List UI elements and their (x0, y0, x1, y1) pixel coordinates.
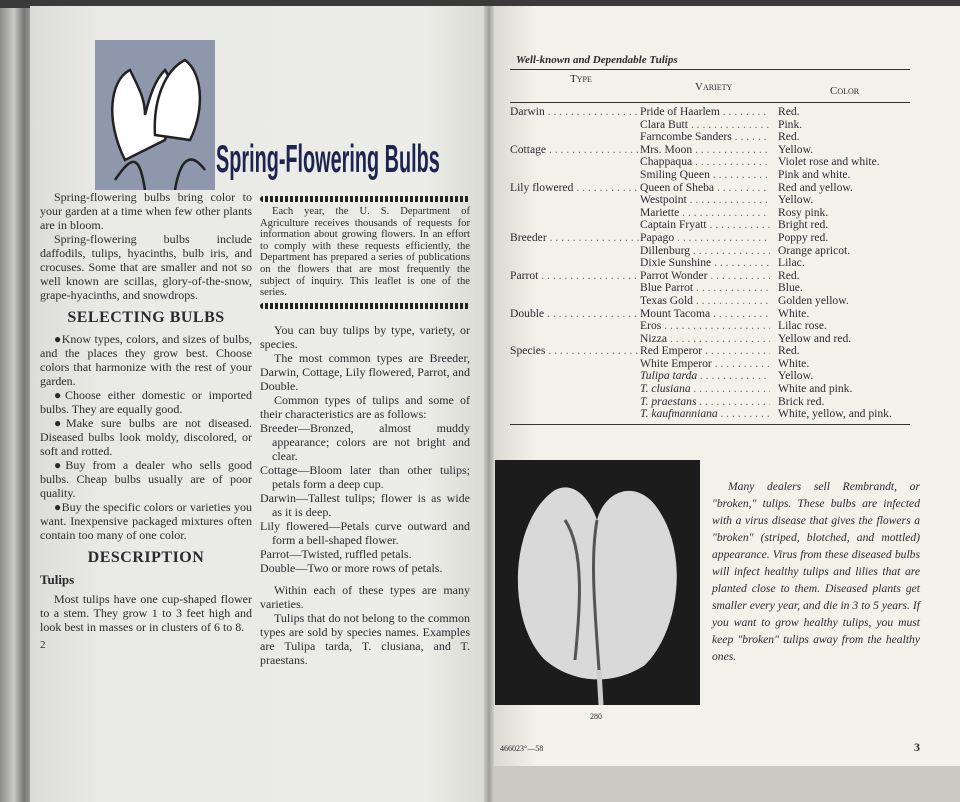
type-cell (510, 194, 640, 207)
type-cell: Cottage . . . (510, 144, 640, 157)
list-item: ●Buy the specific colors or varieties you want. Inexpensive packaged mixtures often contain too many of one color. (40, 500, 252, 542)
list-item: ●Buy from a dealer who sells good bulbs. Cheap bulbs usually are of poor quality. (40, 458, 252, 500)
table-row (510, 207, 910, 220)
variety-cell: Red Emperor . . . (640, 345, 770, 358)
gutter (484, 6, 494, 802)
variety-cell: Dillenburg . . . (640, 245, 770, 258)
type-cell (510, 219, 640, 232)
variety-cell: Farncombe Sanders . . . (640, 131, 770, 144)
tulips-heading: Tulips (40, 572, 75, 587)
color-cell: White. (778, 357, 810, 370)
tulips-paragraph: Most tulips have one cup-shaped flower to a stem. They grow 1 to 3 feet high and look best in masses or in clusters of 6 to 8. (40, 592, 252, 634)
header-type: Type (570, 73, 592, 85)
variety-cell: Westpoint . . . (640, 194, 770, 207)
paragraph: You can buy tulips by type, variety, or species. (260, 322, 470, 351)
table-row (510, 345, 910, 358)
color-cell: Poppy red. (778, 231, 829, 244)
intro-paragraph: Spring-flowering bulbs bring color to your garden at a time when few other plants are in bloom. (40, 190, 252, 232)
selecting-heading: SELECTING BULBS (67, 309, 225, 326)
table-row (510, 383, 910, 396)
variety-cell: Mrs. Moon . . . (640, 144, 770, 157)
left-column (40, 190, 252, 652)
table-row (510, 131, 910, 144)
broken-paragraph: Many dealers sell Rembrandt, or "broken," tulips. These bulbs are infected with a virus disease that gives the flowers a "broken" (striped, blotched, and mottled) appearance. Virus from these diseased bulbs will infect healthy tulips and lilies that are planted close to them. Diseased plants get smaller every year, and die in 3 to 5 years. If you want to grow healthy tulips, you must keep "broken" tulips away from the healthy ones. (712, 480, 920, 663)
table-row (510, 358, 910, 371)
table-row (510, 106, 910, 119)
color-cell: Red. (778, 131, 800, 144)
variety-cell: T. kaufmanniana . . . (640, 408, 770, 421)
type-cell (510, 383, 640, 396)
type-cell (510, 257, 640, 270)
variety-cell: Mariette . . . (640, 207, 770, 220)
paragraph: Tulips that do not belong to the common types are sold by species names. Examples are Tulipa tarda, T. clusiana, and T. praestans. (260, 610, 470, 667)
color-cell: Red and yellow. (778, 181, 853, 194)
notice-box (260, 196, 470, 309)
broken-tulip-photo (495, 460, 700, 705)
type-cell (510, 119, 640, 132)
variety-cell: Clara Butt . . . (640, 119, 770, 132)
type-item: Darwin—Tallest tulips; flower is as wide as it is deep. (260, 490, 470, 519)
table-surface (490, 766, 960, 802)
table-row (510, 119, 910, 132)
wave-divider (260, 303, 470, 309)
wave-divider (260, 196, 470, 202)
table-row (510, 333, 910, 346)
notice-text: Each year, the U. S. Department of Agriculture receives thousands of requests for information about growing flowers. In an effort to comply with these requests efficiently, the Department has prepared a series of publications on the flowers that are most frequently the subject of inquiry. This leaflet is one of the series. (260, 206, 470, 299)
variety-cell: Mount Tacoma . . . (640, 308, 770, 321)
color-cell: Bright red. (778, 219, 829, 232)
variety-cell: Papago . . . (640, 232, 770, 245)
print-code: 466023°—58 (500, 744, 544, 753)
table-row (510, 282, 910, 295)
variety-cell: Eros . . . (640, 320, 770, 333)
page-title: Spring-Flowering Bulbs (216, 136, 440, 181)
type-cell (510, 131, 640, 144)
photo-caption: 280 (590, 712, 602, 721)
description-heading: DESCRIPTION (87, 549, 205, 566)
color-cell: Red. (778, 345, 800, 358)
color-cell: Golden yellow. (778, 294, 849, 307)
type-cell (510, 408, 640, 421)
color-cell: Violet rose and white. (778, 156, 880, 169)
binder-frame (0, 0, 34, 802)
table-row (510, 169, 910, 182)
list-item: ●Know types, colors, and sizes of bulbs, and the places they grow best. Choose colors that harmonize with the rest of your garden. (40, 332, 252, 388)
table-row (510, 194, 910, 207)
color-cell: Pink and white. (778, 168, 851, 181)
list-item: ●Choose either domestic or imported bulbs. They are equally good. (40, 388, 252, 416)
variety-cell: Blue Parrot . . . (640, 282, 770, 295)
page-number-right: 3 (914, 740, 920, 754)
type-cell (510, 156, 640, 169)
type-cell: Double . . . (510, 308, 640, 321)
tulip-table (510, 54, 910, 428)
page-number-left: 2 (40, 639, 46, 651)
broken-tulips-text (712, 478, 920, 665)
type-cell (510, 333, 640, 346)
paragraph: Within each of these types are many varieties. (260, 582, 470, 611)
color-cell: Red. (778, 269, 800, 282)
paragraph: The most common types are Breeder, Darwin, Cottage, Lily flowered, Parrot, and Double. (260, 350, 470, 393)
type-cell: Species . . . (510, 345, 640, 358)
color-cell: Lilac. (778, 257, 805, 270)
variety-cell: White Emperor . . . (640, 358, 770, 371)
table-row (510, 295, 910, 308)
type-cell (510, 282, 640, 295)
table-row (510, 156, 910, 169)
table-row (510, 245, 910, 258)
type-cell: Parrot . . . (510, 270, 640, 283)
variety-cell: T. praestans . . . (640, 396, 770, 409)
variety-cell: Parrot Wonder . . . (640, 270, 770, 283)
color-cell: White, yellow, and pink. (778, 408, 892, 421)
variety-cell: Queen of Sheba . . . (640, 182, 770, 195)
type-cell (510, 358, 640, 371)
color-cell: Orange apricot. (778, 244, 851, 257)
table-row (510, 370, 910, 383)
variety-cell: T. clusiana . . . (640, 383, 770, 396)
type-item: Cottage—Bloom later than other tulips; petals form a deep cup. (260, 462, 470, 491)
type-cell (510, 396, 640, 409)
color-cell: Rosy pink. (778, 206, 829, 219)
table-row (510, 232, 910, 245)
type-item: Breeder—Bronzed, almost muddy appearance; colors are not bright and clear. (260, 420, 470, 463)
table-row (510, 396, 910, 409)
table-row (510, 257, 910, 270)
color-cell: Yellow. (778, 370, 814, 383)
type-cell (510, 169, 640, 182)
type-cell: Darwin . . . (510, 106, 640, 119)
header-variety: Variety (695, 81, 733, 93)
header-color: Color (830, 85, 860, 97)
variety-cell: Dixie Sunshine . . . (640, 257, 770, 270)
table-title: Well-known and Dependable Tulips (516, 54, 678, 66)
variety-cell: Tulipa tarda . . . (640, 370, 770, 383)
type-cell (510, 245, 640, 258)
table-row (510, 144, 910, 157)
table-row (510, 270, 910, 283)
type-item: Lily flowered—Petals curve outward and form a bell-shaped flower. (260, 518, 470, 547)
type-item: Parrot—Twisted, ruffled petals. (260, 546, 412, 561)
right-column (260, 192, 470, 667)
types-list (260, 421, 470, 575)
color-cell: Yellow. (778, 194, 814, 207)
variety-cell: Captain Fryatt . . . (640, 219, 770, 232)
color-cell: Yellow. (778, 143, 814, 156)
type-cell: Lily flowered . . . (510, 182, 640, 195)
variety-cell: Smiling Queen . . . (640, 169, 770, 182)
table-row (510, 308, 910, 321)
list-item: ●Make sure bulbs are not diseased. Diseased bulbs look moldy, discolored, or soft and rotted. (40, 416, 252, 458)
variety-cell: Nizza . . . (640, 333, 770, 346)
table-row (510, 182, 910, 195)
color-cell: Red. (778, 106, 800, 118)
paragraph: Common types of tulips and some of their characteristics are as follows: (260, 392, 470, 421)
table-row (510, 408, 910, 421)
type-cell (510, 207, 640, 220)
variety-cell: Chappaqua . . . (640, 156, 770, 169)
type-cell (510, 370, 640, 383)
table-row (510, 320, 910, 333)
tulip-illustration (95, 40, 215, 190)
type-item: Double—Two or more rows of petals. (260, 560, 443, 575)
type-cell: Breeder . . . (510, 232, 640, 245)
variety-cell: Pride of Haarlem . . . (640, 106, 770, 119)
table-header (510, 73, 910, 99)
color-cell: White and pink. (778, 383, 853, 396)
intro-paragraph: Spring-flowering bulbs include daffodils, tulips, hyacinths, bulb iris, and crocuses. Some that are smaller and not so well known are scillas, glory-of-the-snow, grape-hyacinths, and snowdrops. (40, 232, 252, 302)
color-cell: Blue. (778, 282, 803, 295)
color-cell: White. (778, 307, 810, 320)
type-cell (510, 295, 640, 308)
table-row (510, 219, 910, 232)
color-cell: Brick red. (778, 395, 825, 408)
color-cell: Yellow and red. (778, 332, 852, 345)
type-cell (510, 320, 640, 333)
variety-cell: Texas Gold . . . (640, 295, 770, 308)
color-cell: Pink. (778, 118, 803, 131)
color-cell: Lilac rose. (778, 320, 827, 333)
